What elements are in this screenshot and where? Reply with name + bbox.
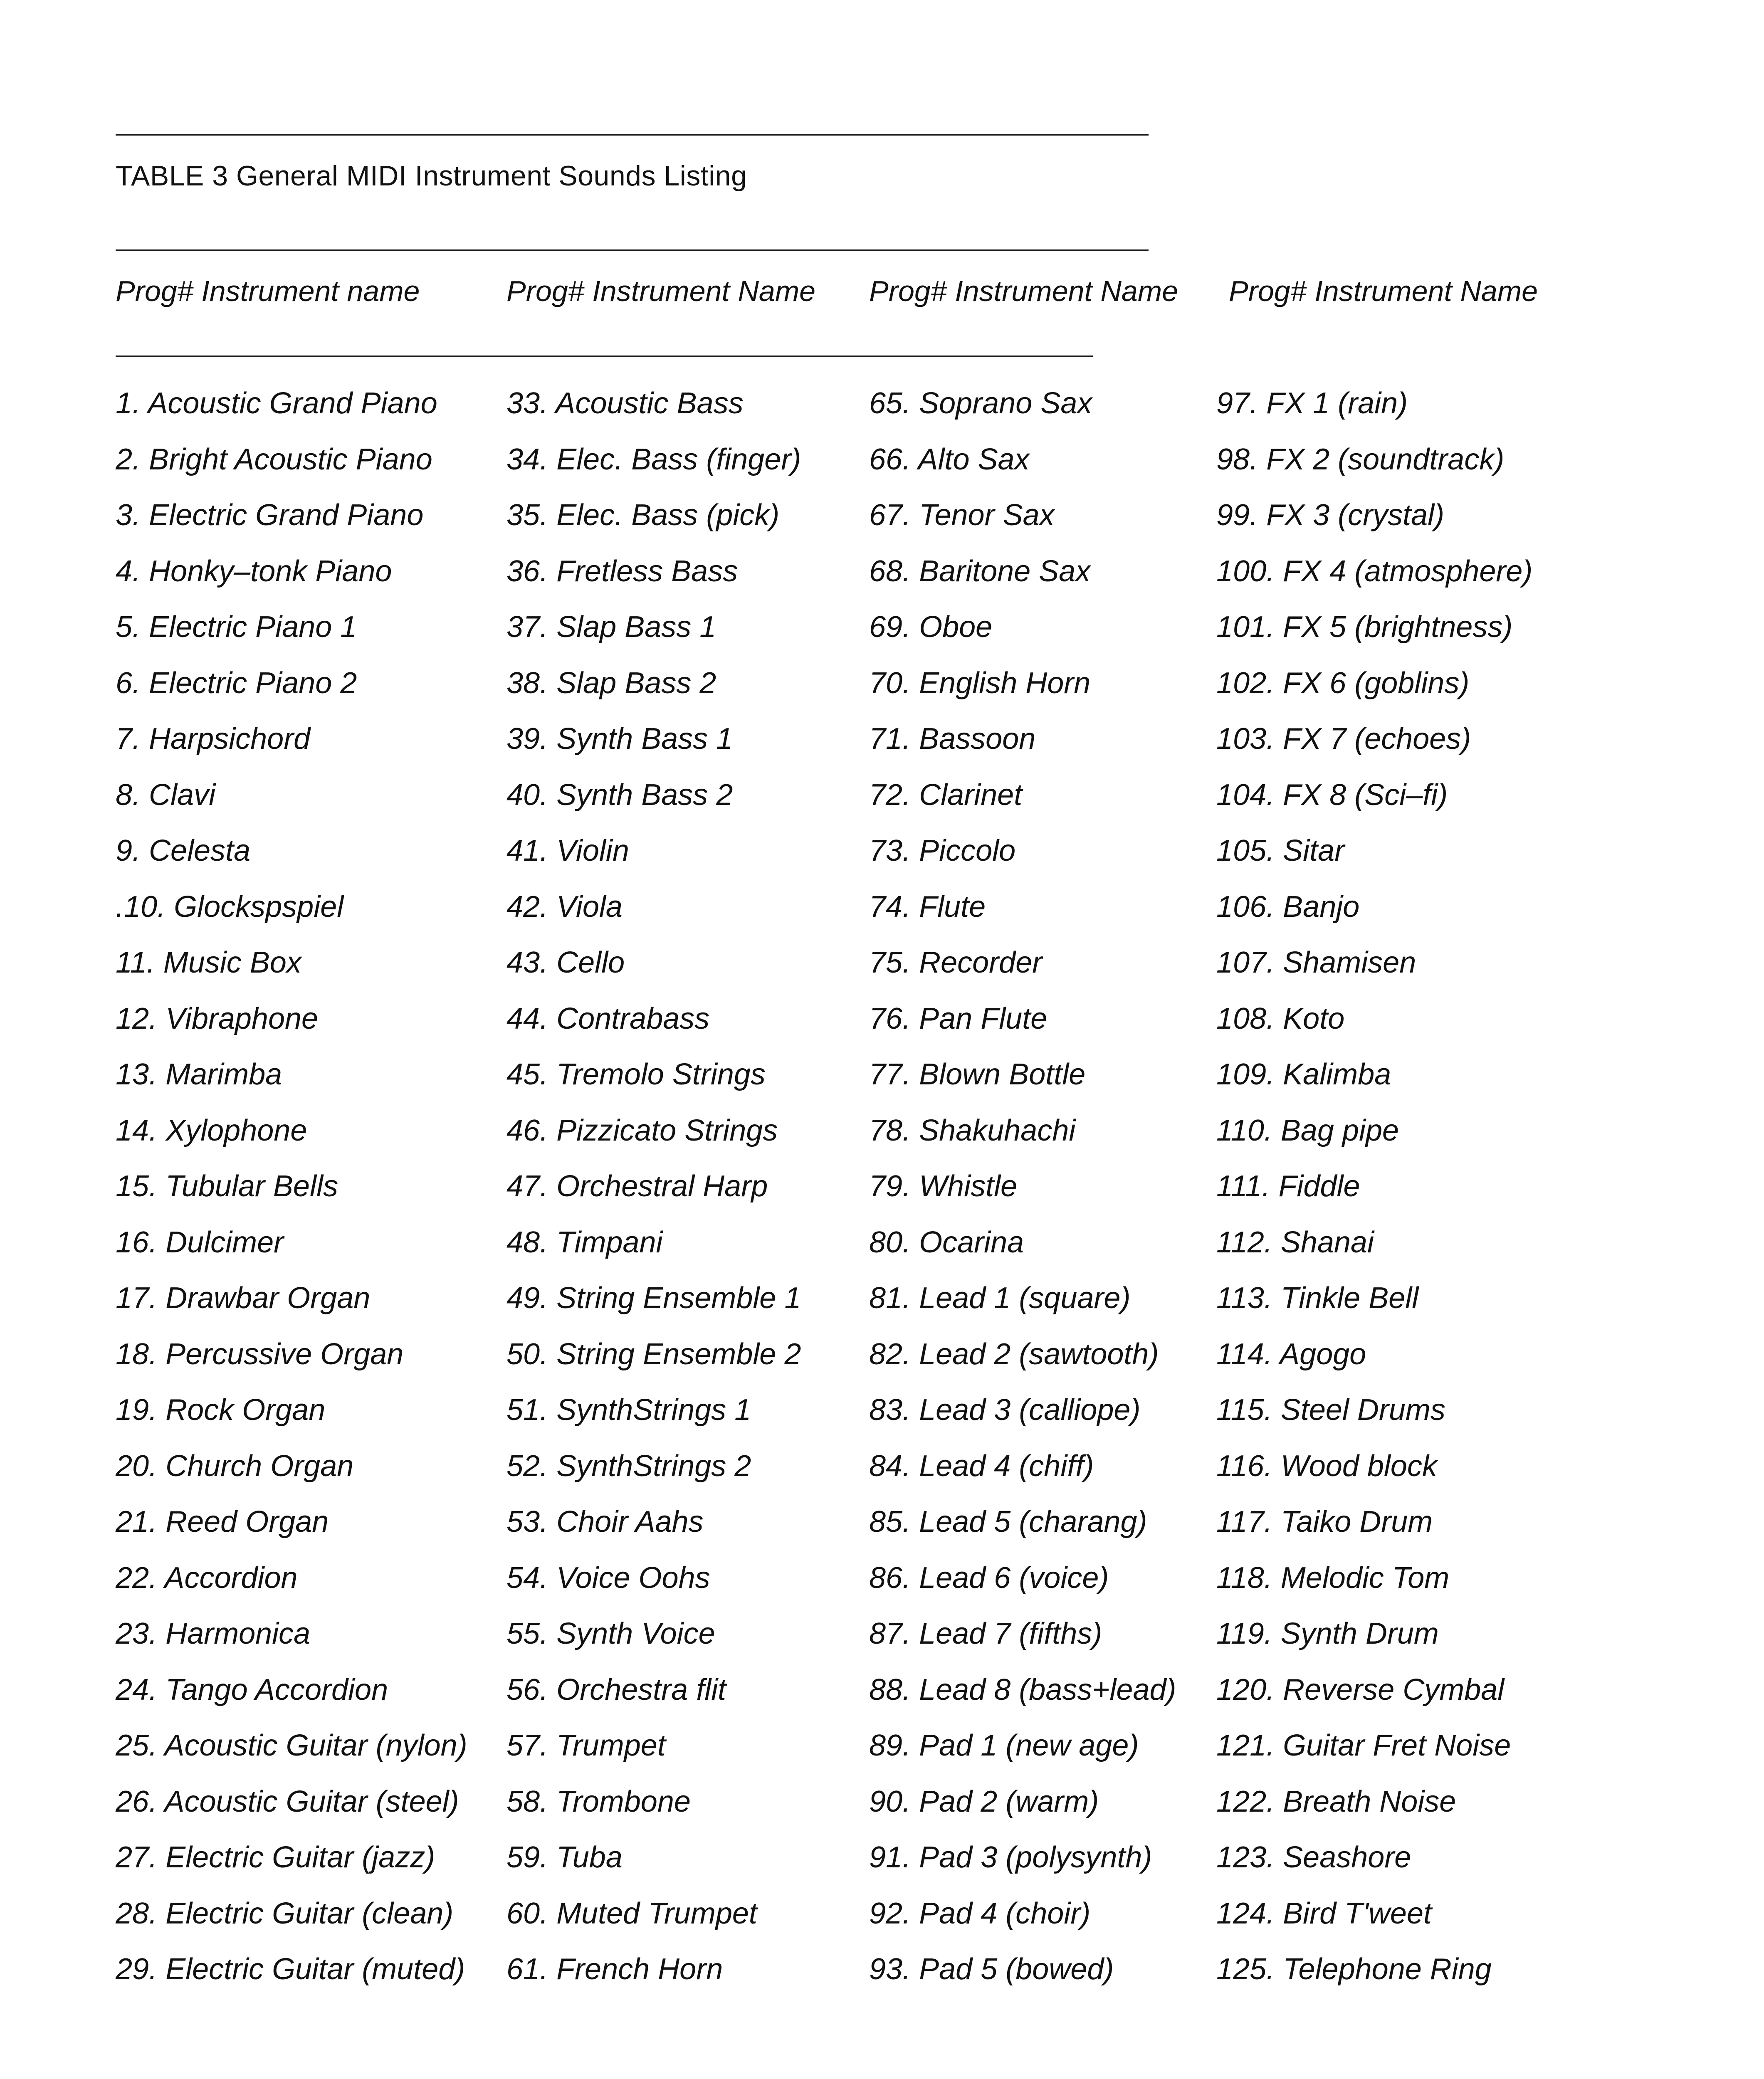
list-item: 107. Shamisen	[1216, 946, 1416, 979]
list-item: 13. Marimba	[116, 1058, 282, 1091]
list-item: 18. Percussive Organ	[116, 1338, 404, 1371]
list-item: 21. Reed Organ	[116, 1505, 329, 1538]
list-item: 87. Lead 7 (fifths)	[869, 1617, 1102, 1650]
list-item: 114. Agogo	[1216, 1338, 1366, 1371]
list-item: 84. Lead 4 (chiff)	[869, 1449, 1094, 1483]
list-item: 55. Synth Voice	[506, 1617, 715, 1650]
list-item: 11. Music Box	[116, 946, 301, 979]
list-item: 78. Shakuhachi	[869, 1114, 1076, 1147]
list-item: 7. Harpsichord	[116, 722, 311, 756]
list-item: 4. Honky–tonk Piano	[116, 555, 392, 588]
list-item: 116. Wood block	[1216, 1449, 1437, 1483]
list-item: 61. French Horn	[506, 1953, 723, 1986]
column-header-4: Prog# Instrument Name	[1229, 275, 1538, 307]
list-item: 103. FX 7 (echoes)	[1216, 722, 1471, 756]
column-header-3: Prog# Instrument Name	[869, 275, 1178, 307]
list-item: 70. English Horn	[869, 667, 1091, 700]
list-item: .10. Glockspspiel	[116, 890, 344, 923]
list-item: 113. Tinkle Bell	[1216, 1281, 1419, 1315]
list-item: 90. Pad 2 (warm)	[869, 1785, 1099, 1818]
list-item: 120. Reverse Cymbal	[1216, 1673, 1505, 1706]
list-item: 121. Guitar Fret Noise	[1216, 1729, 1511, 1762]
list-item: 58. Trombone	[506, 1785, 691, 1818]
list-item: 53. Choir Aahs	[506, 1505, 704, 1538]
list-item: 48. Timpani	[506, 1226, 663, 1259]
list-item: 110. Bag pipe	[1216, 1114, 1399, 1147]
list-item: 44. Contrabass	[506, 1002, 710, 1035]
list-item: 83. Lead 3 (calliope)	[869, 1393, 1141, 1427]
column-header-2: Prog# Instrument Name	[506, 275, 816, 307]
list-item: 119. Synth Drum	[1216, 1617, 1439, 1650]
list-item: 71. Bassoon	[869, 722, 1036, 756]
list-item: 45. Tremolo Strings	[506, 1058, 766, 1091]
list-item: 112. Shanai	[1216, 1226, 1374, 1259]
list-item: 35. Elec. Bass (pick)	[506, 499, 780, 532]
list-item: 108. Koto	[1216, 1002, 1345, 1035]
list-item: 6. Electric Piano 2	[116, 667, 357, 700]
header-rule	[116, 356, 1093, 357]
list-item: 59. Tuba	[506, 1841, 623, 1874]
list-item: 9. Celesta	[116, 834, 251, 867]
list-item: 51. SynthStrings 1	[506, 1393, 751, 1427]
list-item: 49. String Ensemble 1	[506, 1281, 801, 1315]
list-item: 79. Whistle	[869, 1170, 1018, 1203]
list-item: 22. Accordion	[116, 1561, 298, 1595]
list-item: 97. FX 1 (rain)	[1216, 387, 1408, 420]
title-rule	[116, 249, 1149, 251]
list-item: 68. Baritone Sax	[869, 555, 1091, 588]
list-item: 122. Breath Noise	[1216, 1785, 1456, 1818]
list-item: 5. Electric Piano 1	[116, 610, 357, 644]
list-item: 124. Bird T'weet	[1216, 1897, 1432, 1930]
list-item: 125. Telephone Ring	[1216, 1953, 1492, 1986]
list-item: 28. Electric Guitar (clean)	[116, 1897, 454, 1930]
list-item: 41. Violin	[506, 834, 629, 867]
list-item: 57. Trumpet	[506, 1729, 666, 1762]
list-item: 52. SynthStrings 2	[506, 1449, 751, 1483]
list-item: 93. Pad 5 (bowed)	[869, 1953, 1114, 1986]
list-item: 47. Orchestral Harp	[506, 1170, 768, 1203]
list-item: 115. Steel Drums	[1216, 1393, 1445, 1427]
list-item: 123. Seashore	[1216, 1841, 1411, 1874]
list-item: 54. Voice Oohs	[506, 1561, 710, 1595]
list-item: 74. Flute	[869, 890, 986, 923]
list-item: 42. Viola	[506, 890, 623, 923]
list-item: 26. Acoustic Guitar (steel)	[116, 1785, 459, 1818]
list-item: 23. Harmonica	[116, 1617, 311, 1650]
list-item: 98. FX 2 (soundtrack)	[1216, 443, 1505, 476]
list-item: 1. Acoustic Grand Piano	[116, 387, 437, 420]
list-item: 33. Acoustic Bass	[506, 387, 744, 420]
list-item: 76. Pan Flute	[869, 1002, 1048, 1035]
list-item: 60. Muted Trumpet	[506, 1897, 757, 1930]
list-item: 69. Oboe	[869, 610, 993, 644]
list-item: 88. Lead 8 (bass+lead)	[869, 1673, 1176, 1706]
list-item: 118. Melodic Tom	[1216, 1561, 1450, 1595]
list-item: 38. Slap Bass 2	[506, 667, 716, 700]
list-item: 43. Cello	[506, 946, 625, 979]
list-item: 92. Pad 4 (choir)	[869, 1897, 1091, 1930]
list-item: 91. Pad 3 (polysynth)	[869, 1841, 1152, 1874]
list-item: 17. Drawbar Organ	[116, 1281, 371, 1315]
list-item: 36. Fretless Bass	[506, 555, 738, 588]
list-item: 117. Taiko Drum	[1216, 1505, 1433, 1538]
list-item: 80. Ocarina	[869, 1226, 1024, 1259]
list-item: 75. Recorder	[869, 946, 1043, 979]
list-item: 72. Clarinet	[869, 778, 1023, 812]
list-item: 27. Electric Guitar (jazz)	[116, 1841, 435, 1874]
top-rule	[116, 134, 1149, 136]
list-item: 106. Banjo	[1216, 890, 1360, 923]
list-item: 86. Lead 6 (voice)	[869, 1561, 1109, 1595]
list-item: 99. FX 3 (crystal)	[1216, 499, 1445, 532]
list-item: 25. Acoustic Guitar (nylon)	[116, 1729, 467, 1762]
list-item: 19. Rock Organ	[116, 1393, 326, 1427]
list-item: 104. FX 8 (Sci–fi)	[1216, 778, 1448, 812]
list-item: 77. Blown Bottle	[869, 1058, 1086, 1091]
list-item: 16. Dulcimer	[116, 1226, 284, 1259]
list-item: 66. Alto Sax	[869, 443, 1030, 476]
list-item: 102. FX 6 (goblins)	[1216, 667, 1470, 700]
list-item: 100. FX 4 (atmosphere)	[1216, 555, 1533, 588]
column-header-1: Prog# Instrument name	[116, 275, 420, 307]
list-item: 56. Orchestra flit	[506, 1673, 726, 1706]
list-item: 46. Pizzicato Strings	[506, 1114, 778, 1147]
list-item: 15. Tubular Bells	[116, 1170, 338, 1203]
list-item: 14. Xylophone	[116, 1114, 307, 1147]
list-item: 67. Tenor Sax	[869, 499, 1055, 532]
list-item: 29. Electric Guitar (muted)	[116, 1953, 465, 1986]
list-item: 20. Church Organ	[116, 1449, 354, 1483]
list-item: 8. Clavi	[116, 778, 216, 812]
table-title: TABLE 3 General MIDI Instrument Sounds Listing	[116, 160, 747, 192]
list-item: 37. Slap Bass 1	[506, 610, 716, 644]
list-item: 24. Tango Accordion	[116, 1673, 388, 1706]
list-item: 105. Sitar	[1216, 834, 1345, 867]
list-item: 39. Synth Bass 1	[506, 722, 733, 756]
list-item: 50. String Ensemble 2	[506, 1338, 801, 1371]
list-item: 85. Lead 5 (charang)	[869, 1505, 1147, 1538]
list-item: 40. Synth Bass 2	[506, 778, 733, 812]
list-item: 89. Pad 1 (new age)	[869, 1729, 1139, 1762]
list-item: 109. Kalimba	[1216, 1058, 1391, 1091]
list-item: 73. Piccolo	[869, 834, 1016, 867]
list-item: 101. FX 5 (brightness)	[1216, 610, 1513, 644]
list-item: 2. Bright Acoustic Piano	[116, 443, 432, 476]
list-item: 34. Elec. Bass (finger)	[506, 443, 801, 476]
list-item: 81. Lead 1 (square)	[869, 1281, 1131, 1315]
list-item: 82. Lead 2 (sawtooth)	[869, 1338, 1159, 1371]
list-item: 12. Vibraphone	[116, 1002, 319, 1035]
list-item: 65. Soprano Sax	[869, 387, 1092, 420]
list-item: 3. Electric Grand Piano	[116, 499, 424, 532]
list-item: 111. Fiddle	[1216, 1170, 1360, 1203]
